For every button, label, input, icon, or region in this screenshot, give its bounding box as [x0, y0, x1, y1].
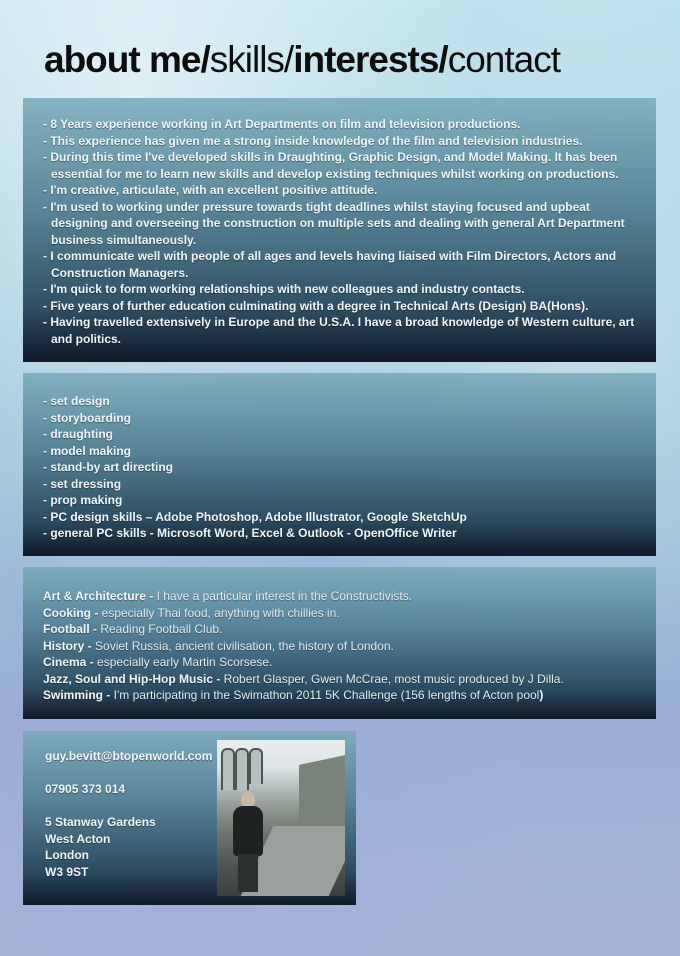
interest-item [43, 605, 636, 622]
interests-panel [23, 567, 656, 719]
interest-item [43, 687, 636, 704]
interest-text: Reading Football Club. [97, 622, 223, 636]
interest-text: I have a particular interest in the Constructivists. [153, 589, 413, 603]
interest-text: especially Thai food, anything with chillies in. [98, 605, 340, 620]
interest-label: Swimming - [43, 688, 111, 702]
interest-label: Art & Architecture - [43, 589, 154, 603]
about-item: - Five years of further education culminating with a degree in Technical Arts (Design) BA(Hons). [43, 298, 589, 313]
skill-item: - set design [43, 394, 110, 408]
skill-item: - prop making [43, 493, 123, 507]
interest-text: Robert Glasper, Gwen McCrae, most music produced by J Dilla. [220, 671, 564, 686]
skill-item: - draughting [43, 427, 113, 441]
skills-list [43, 393, 636, 542]
interest-text: especially early Martin Scorsese. [93, 655, 273, 669]
interest-item [43, 588, 636, 605]
skill-item: - stand-by art directing [43, 460, 174, 474]
skill-item: - model making [43, 443, 132, 458]
about-item: - During this time I've developed skills in Draughting, Graphic Design, and Model Making. It has been essential for me to learn new skills and develop existing techniques whilst working on productions. [43, 150, 619, 181]
skill-item: - general PC skills - Microsoft Word, Excel & Outlook - OpenOffice Writer [43, 526, 457, 540]
title-about-me: about me/ [44, 39, 210, 80]
interest-item [43, 654, 636, 671]
interest-label: Football - [43, 622, 97, 636]
about-me-panel [23, 98, 656, 362]
interest-text: Soviet Russia, ancient civilisation, the history of London. [91, 638, 394, 653]
photo-arch [249, 748, 263, 784]
person-torso [233, 806, 263, 856]
about-item: - I'm creative, articulate, with an excellent positive attitude. [43, 183, 378, 197]
title-skills: skills/ [209, 39, 294, 80]
about-item: - I'm used to working under pressure towards tight deadlines whilst staying focused and upbeat designing and overseeing the construction on multiple sets and dealing with general Art Department business simultaneously. [43, 199, 625, 247]
about-item: - I'm quick to form working relationships with new colleagues and industry contacts. [43, 282, 525, 296]
profile-photo [217, 740, 345, 896]
skill-item: - PC design skills – Adobe Photoshop, Adobe Illustrator, Google SketchUp [43, 509, 467, 524]
photo-wall [299, 755, 345, 835]
address-city: London [45, 848, 89, 862]
about-me-list [43, 116, 636, 347]
skill-item: - storyboarding [43, 410, 132, 425]
address-area: West Acton [45, 831, 111, 846]
skill-item: - set dressing [43, 476, 122, 491]
about-item: - This experience has given me a strong inside knowledge of the film and television industries. [43, 133, 583, 148]
about-item: - 8 Years experience working in Art Departments on film and television productions. [43, 117, 521, 131]
title-contact: contact [447, 39, 561, 80]
photo-person [231, 792, 265, 892]
about-item: - Having travelled extensively in Europe and the U.S.A. I have a broad knowledge of Western culture, art and politics. [43, 315, 635, 346]
interest-item [43, 638, 636, 655]
title-interests: interests/ [293, 39, 448, 80]
interest-tail: ) [539, 688, 544, 702]
photo-arch [235, 748, 249, 790]
address-postcode: W3 9ST [45, 864, 89, 879]
page-title [44, 38, 560, 82]
interest-item [43, 671, 636, 688]
interest-label: Cooking - [43, 605, 99, 620]
person-legs [238, 854, 258, 892]
photo-arch [221, 748, 235, 790]
phone-number: 07905 373 014 [45, 782, 126, 796]
address-street: 5 Stanway Gardens [45, 815, 156, 829]
interest-text: I'm participating in the Swimathon 2011 5K Challenge (156 lengths of Acton pool [110, 688, 540, 702]
interest-label: Jazz, Soul and Hip-Hop Music - [43, 671, 221, 686]
email-link[interactable]: guy.bevitt@btopenworld.com [45, 749, 213, 763]
skills-panel [23, 373, 656, 556]
about-item: - I communicate well with people of all ages and levels having liaised with Film Directors, Actors and Construction Managers. [43, 249, 617, 280]
interest-label: History - [43, 638, 92, 653]
interest-label: Cinema - [43, 655, 94, 669]
interest-item [43, 621, 636, 638]
interests-list [43, 588, 636, 704]
